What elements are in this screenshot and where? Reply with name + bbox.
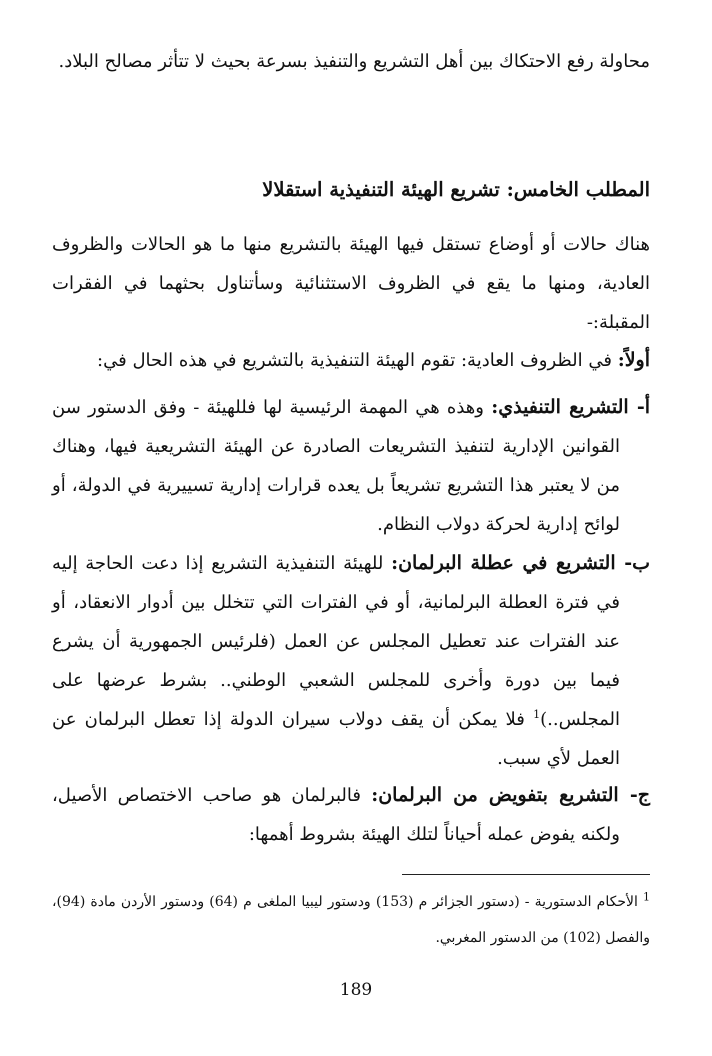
item-lead: ج- التشريع بتفويض من البرلمان: <box>371 784 650 806</box>
item-text-after: فلا يمكن أن يقف دولاب سيران الدولة إذا تعطل البرلمان عن العمل لأي سبب. <box>52 709 620 769</box>
footnote-reference[interactable]: 1 <box>533 708 541 721</box>
footnote-marker: 1 <box>642 890 650 904</box>
section-heading: المطلب الخامس: تشريع الهيئة التنفيذية استقلالا <box>262 178 650 201</box>
item-text: وهذه هي المهمة الرئيسية لها فللهيئة - وفق الدستور سن القوانين الإدارية لتنفيذ التشريعات الصادرة عن الهيئة التشريعية فيها، وهناك من لا يعتبر هذا التشريع تشريعاً بل يعده قرارات إدارية تسييرية في الدولة، أو لوائح إدارية لحركة دولاب النظام. <box>52 397 620 535</box>
item-lead: أ- التشريع التنفيذي: <box>491 396 650 418</box>
page-number: 189 <box>339 980 373 1000</box>
item-parliament-recess <box>52 544 650 778</box>
cases-paragraph: هناك حالات أو أوضاع تستقل فيها الهيئة بالتشريع منها ما هو الحالات والظروف العادية، ومنها ما يقع في الظروف الاستثنائية وسأتناول بحثهما في الفقرات المقبلة:- <box>52 234 650 333</box>
intro-paragraph: محاولة رفع الاحتكاك بين أهل التشريع والتنفيذ بسرعة بحيث لا تتأثر مصالح البلاد. <box>58 51 650 72</box>
first-point-text: في الظروف العادية: تقوم الهيئة التنفيذية بالتشريع في هذه الحال في: <box>97 350 618 371</box>
item-lead: ب- التشريع في عطلة البرلمان: <box>391 552 650 574</box>
footnote <box>52 884 650 956</box>
footnote-text: الأحكام الدستورية - (دستور الجزائر م (153) ودستور ليبيا الملغى م (64) ودستور الأردن مادة (94)، والفصل (102) من الدستور المغربي. <box>52 894 650 946</box>
item-text: فالبرلمان هو صاحب الاختصاص الأصيل، ولكنه يفوض عمله أحياناً لتلك الهيئة بشروط أهمها: <box>52 785 620 845</box>
item-executive-legislation <box>52 388 650 544</box>
item-delegation <box>52 776 650 854</box>
first-point <box>52 341 650 380</box>
footnote-separator <box>402 874 650 875</box>
item-text: للهيئة التنفيذية التشريع إذا دعت الحاجة إليه في فترة العطلة البرلمانية، أو في الفترات التي تتخلل بين أدوار الانعقاد، أو عند الفترات عند تعطيل المجلس عن العمل (فلرئيس الجمهورية أن يشرع فيما بين دورة وأخرى للمجلس الشعبي الوطني.. بشرط عرضها على المجلس..) <box>52 553 620 730</box>
first-point-lead: أولاً: <box>617 349 650 371</box>
